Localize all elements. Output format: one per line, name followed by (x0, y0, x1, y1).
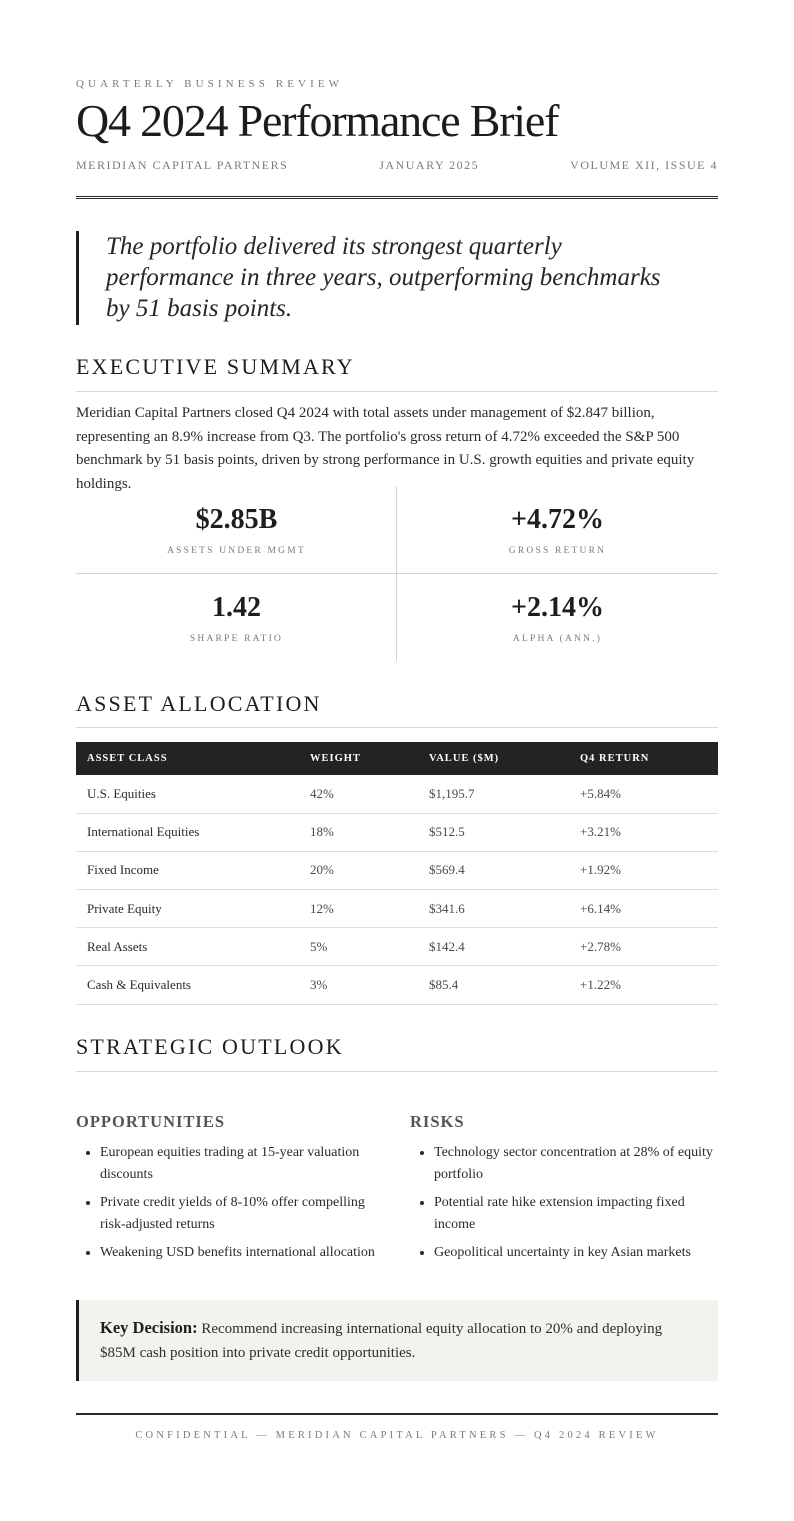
asset-class-cell: International Equities (76, 813, 299, 851)
metric-value: +4.72% (511, 504, 604, 535)
asset-class-cell: Private Equity (76, 890, 299, 928)
report-date: JANUARY 2025 (379, 158, 480, 172)
pull-quote: The portfolio delivered its strongest quarterly performance in three years, outperforming benchmarks by 51 basis points. (76, 231, 718, 325)
return-cell: +6.14% (569, 890, 718, 928)
asset-class-cell: U.S. Equities (76, 775, 299, 813)
column-header: ASSET CLASS (87, 753, 168, 764)
section-divider (76, 1071, 718, 1072)
report-meta (76, 158, 718, 173)
weight-cell: 12% (299, 890, 418, 928)
column-header: VALUE ($M) (429, 753, 500, 764)
metric-label: ASSETS UNDER MGMT (167, 546, 306, 556)
list-item: • Technology sector concentration at 28% of equity portfolio (434, 1142, 718, 1186)
table-row (76, 890, 718, 928)
metric-card (397, 486, 718, 574)
value-cell: $512.5 (418, 813, 569, 851)
strategic-outlook-heading: STRATEGIC OUTLOOK (76, 1034, 344, 1059)
list-item: • Potential rate hike extension impacting fixed income (434, 1192, 718, 1236)
footer-text: CONFIDENTIAL — MERIDIAN CAPITAL PARTNERS — Q4 2024 REVIEW (135, 1430, 659, 1441)
opportunities-list (76, 1142, 386, 1270)
opportunities-heading: OPPORTUNITIES (76, 1112, 226, 1131)
asset-class-cell: Real Assets (76, 928, 299, 966)
report-eyebrow: QUARTERLY BUSINESS REVIEW (76, 78, 344, 90)
value-cell: $569.4 (418, 851, 569, 889)
table-row (76, 813, 718, 851)
metric-value: +2.14% (511, 592, 604, 623)
weight-cell: 5% (299, 928, 418, 966)
weight-cell: 20% (299, 851, 418, 889)
header-divider (76, 196, 718, 199)
metric-label: SHARPE RATIO (189, 634, 284, 644)
asset-class-cell: Fixed Income (76, 851, 299, 889)
metric-value: 1.42 (212, 592, 261, 623)
metrics-horizontal-divider (76, 573, 718, 574)
metric-label: GROSS RETURN (508, 546, 607, 556)
list-item: • European equities trading at 15-year valuation discounts (100, 1142, 386, 1186)
column-header: WEIGHT (310, 753, 361, 764)
value-cell: $142.4 (418, 928, 569, 966)
key-decision-text: Recommend increasing international equity allocation to 20% and deploying $85M cash position into private credit opportunities. (100, 1321, 663, 1361)
table-row (76, 966, 718, 1004)
table-row (76, 775, 718, 813)
risks-heading: RISKS (410, 1112, 465, 1131)
table-row (76, 851, 718, 889)
metric-card (76, 486, 397, 574)
table-row (76, 928, 718, 966)
return-cell: +2.78% (569, 928, 718, 966)
value-cell: $341.6 (418, 890, 569, 928)
asset-class-cell: Cash & Equivalents (76, 966, 299, 1004)
return-cell: +3.21% (569, 813, 718, 851)
risks-list (410, 1142, 718, 1270)
section-divider (76, 391, 718, 392)
table-header-row (76, 742, 718, 775)
executive-summary-heading: EXECUTIVE SUMMARY (76, 354, 355, 379)
firm-name: MERIDIAN CAPITAL PARTNERS (76, 158, 289, 172)
report-title: Q4 2024 Performance Brief (76, 95, 559, 146)
return-cell: +5.84% (569, 775, 718, 813)
section-divider (76, 727, 718, 728)
asset-allocation-heading: ASSET ALLOCATION (76, 691, 322, 716)
asset-allocation-table (76, 742, 718, 1005)
value-cell: $1,195.7 (418, 775, 569, 813)
metric-card (76, 574, 397, 662)
key-decision-callout (76, 1300, 718, 1381)
key-decision-label: Key Decision: (100, 1318, 198, 1337)
executive-summary-text: Meridian Capital Partners closed Q4 2024 with total assets under management of $2.847 billion, representing an 8.9% increase from Q3. The portfolio's gross return of 4.72% exceeded the S&P 500 benchmark by 51 basis points, driven by strong performance in U.S. growth equities and private equity holdings. (76, 405, 695, 492)
metric-label: ALPHA (ANN.) (512, 634, 603, 644)
volume-issue: VOLUME XII, ISSUE 4 (570, 158, 718, 172)
list-item: • Geopolitical uncertainty in key Asian markets (434, 1242, 718, 1264)
return-cell: +1.22% (569, 966, 718, 1004)
value-cell: $85.4 (418, 966, 569, 1004)
metric-value: $2.85B (195, 504, 278, 535)
weight-cell: 3% (299, 966, 418, 1004)
list-item: • Private credit yields of 8-10% offer compelling risk-adjusted returns (100, 1192, 386, 1236)
return-cell: +1.92% (569, 851, 718, 889)
weight-cell: 42% (299, 775, 418, 813)
footer-divider (76, 1413, 718, 1415)
column-header: Q4 RETURN (580, 753, 650, 764)
metric-card (397, 574, 718, 662)
weight-cell: 18% (299, 813, 418, 851)
list-item: • Weakening USD benefits international allocation (100, 1242, 386, 1264)
